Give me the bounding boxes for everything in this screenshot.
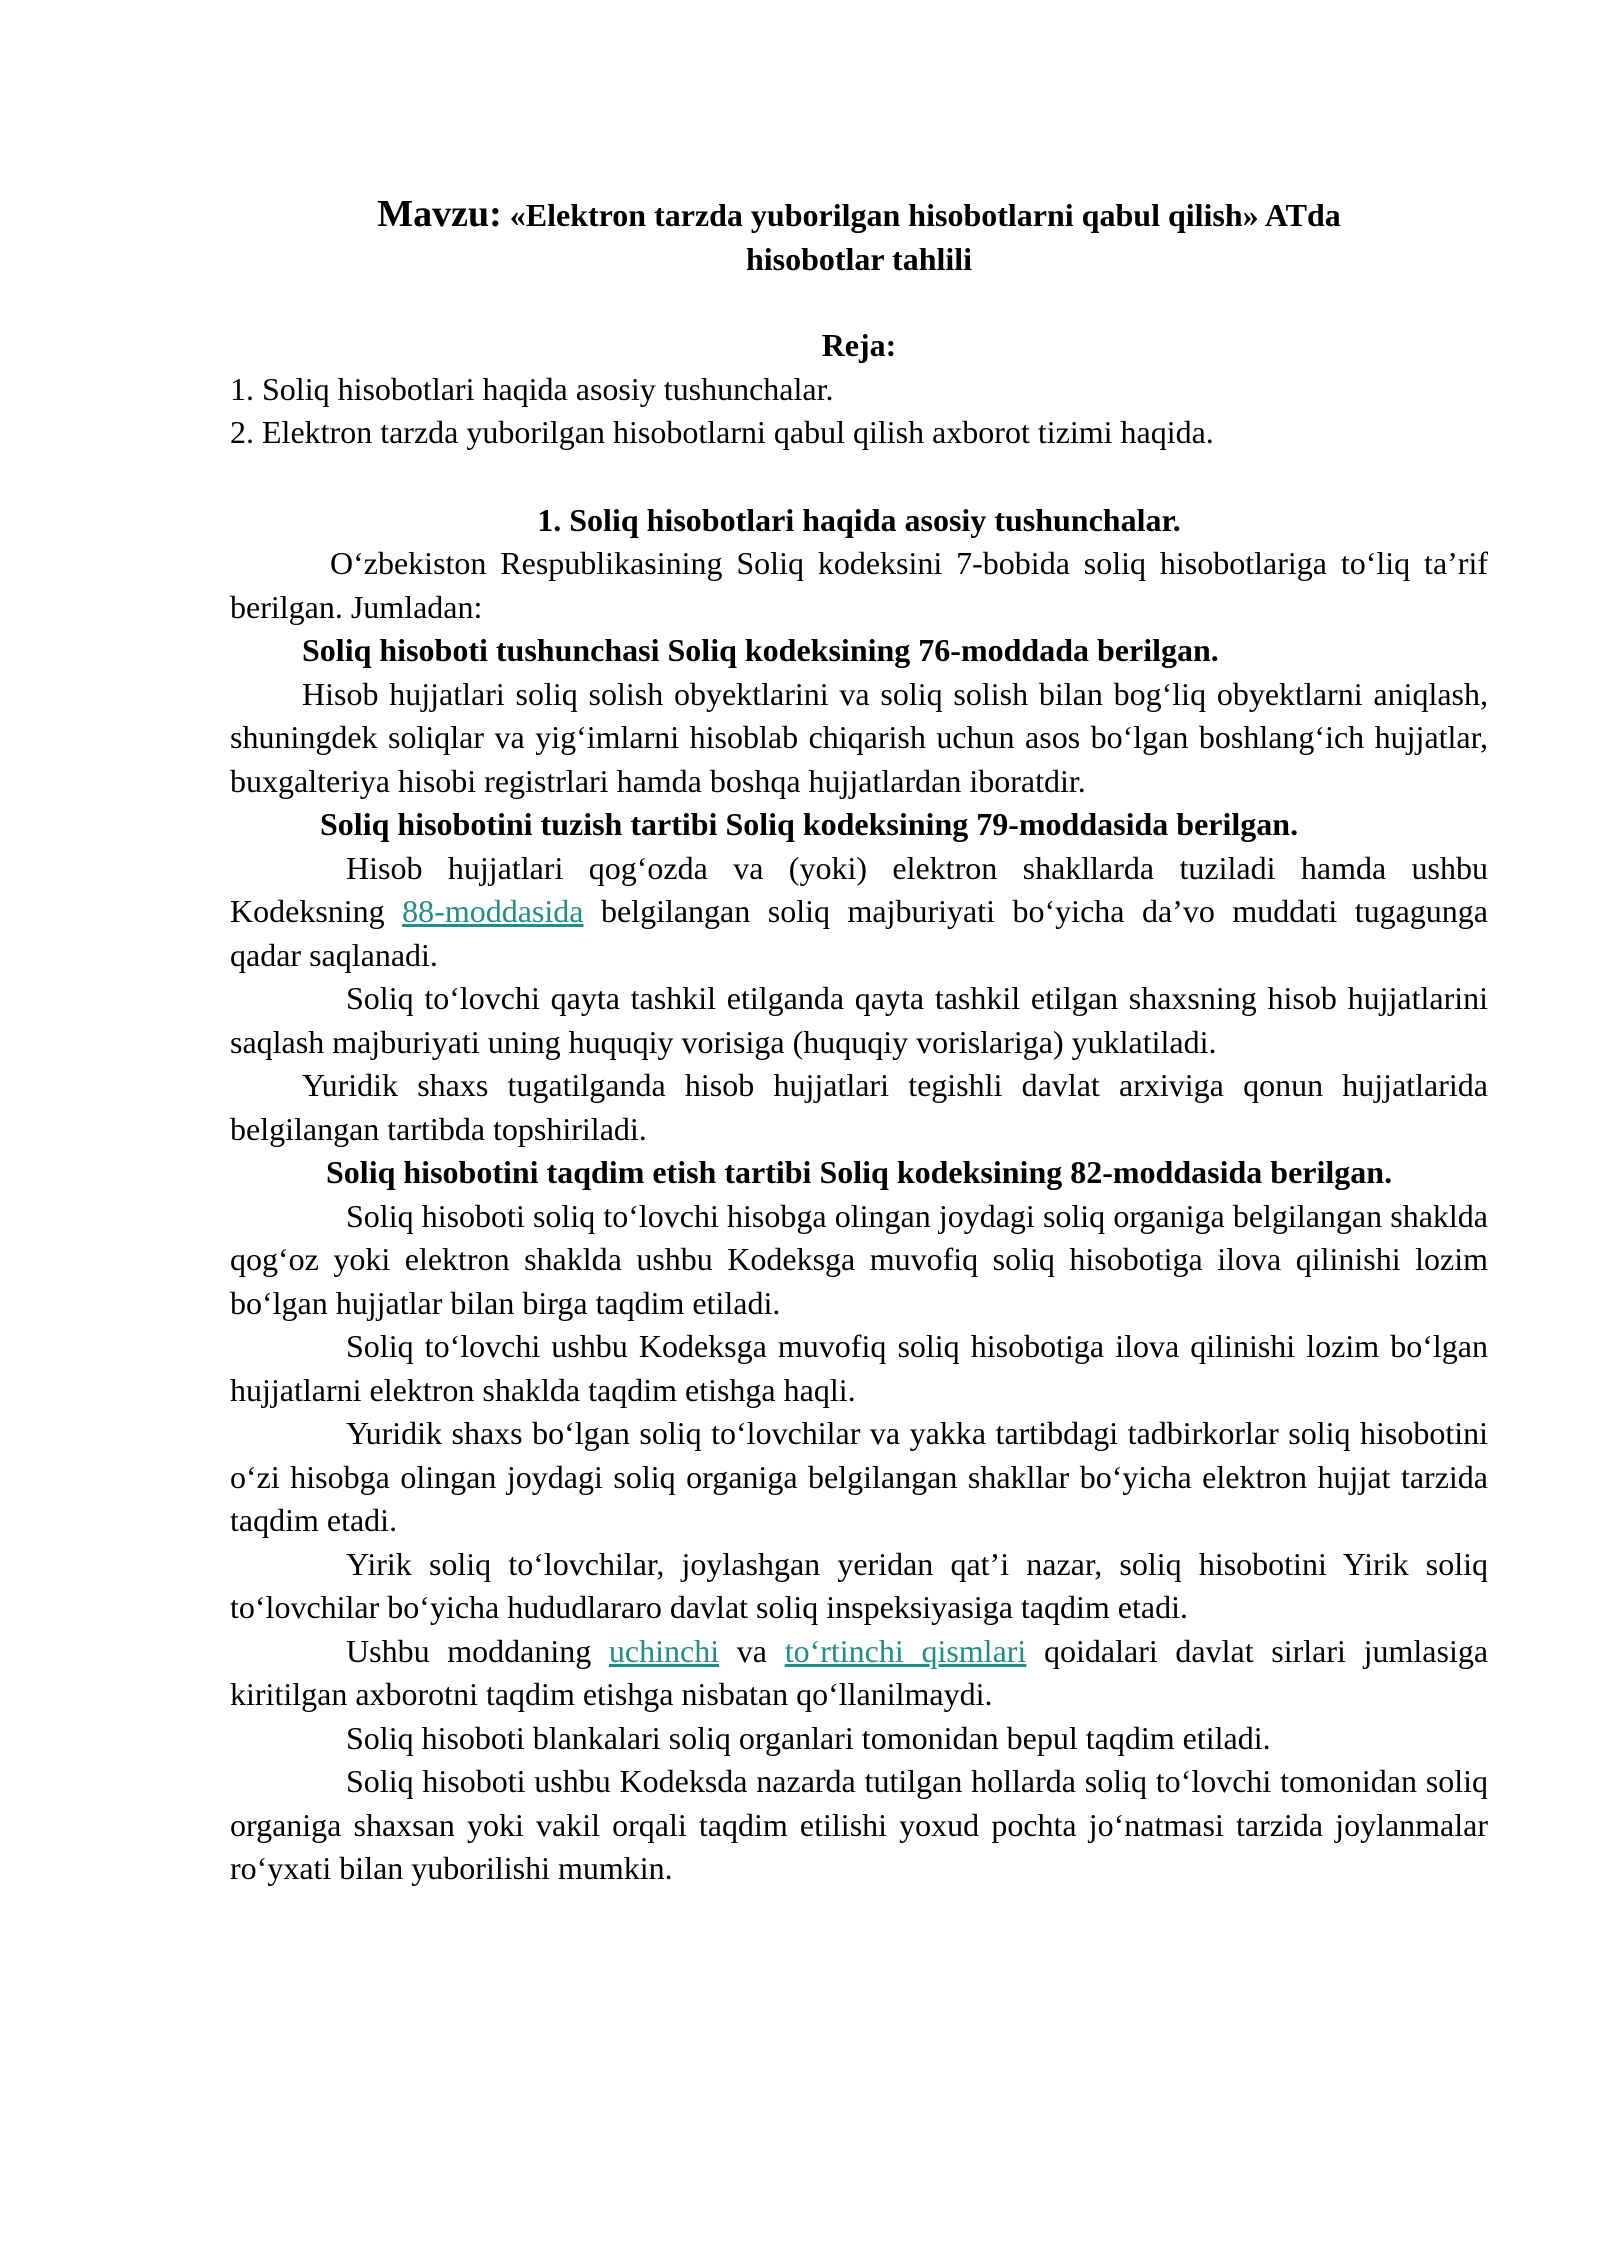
- plan-item: 1. Soliq hisobotlari haqida asosiy tushunchalar.: [230, 370, 834, 407]
- paragraph: [230, 847, 1488, 978]
- document-page: [230, 192, 1488, 1891]
- subheading: Soliq hisobotini tuzish tartibi Soliq kodeksining 79-moddasida berilgan.: [320, 806, 1299, 842]
- paragraph: Soliq hisoboti ushbu Kodeksda nazarda tutilgan hollarda soliq to‘lovchi tomonidan soliq organiga shaxsan yoki vakil orqali taqdim etilishi yoxud pochta jo‘natmasi tarzida joylanmalar ro‘yxati bilan yuborilishi mumkin.: [230, 1763, 1488, 1886]
- article-88-link[interactable]: 88-moddasida: [402, 893, 584, 929]
- subheading: Soliq hisoboti tushunchasi Soliq kodeksining 76-moddada berilgan.: [302, 632, 1219, 668]
- paragraph: Yuridik shaxs bo‘lgan soliq to‘lovchilar va yakka tartibdagi tadbirkorlar soliq hisobotini o‘zi hisobga olingan joydagi soliq organiga belgilangan shakllar bo‘yicha elektron hujjat tarzida taqdim etadi.: [230, 1415, 1488, 1538]
- section-heading: 1. Soliq hisobotlari haqida asosiy tushunchalar.: [537, 501, 1181, 538]
- text-span: Ushbu moddaning: [346, 1632, 609, 1669]
- paragraph: [230, 1630, 1488, 1717]
- part-three-link[interactable]: uchinchi: [608, 1632, 720, 1669]
- plan-list: [230, 368, 1488, 455]
- text-span: belgilangan soliq majburiyati bo‘yicha da’vo muddati tugagunga qadar saqlanadi.: [230, 893, 1489, 973]
- part-four-link[interactable]: to‘rtinchi qismlari: [784, 1632, 1027, 1669]
- paragraph: Hisob hujjatlari soliq solish obyektlarini va soliq solish bilan bog‘liq obyektlarni aniqlash, shuningdek soliqlar va yig‘imlarni hisoblab chiqarish uchun asos bo‘lgan boshlang‘ich hujjatlar, buxgalteriya hisobi registrlari hamda boshqa hujjatlardan iboratdir.: [230, 675, 1488, 799]
- paragraph: Soliq hisoboti soliq to‘lovchi hisobga olingan joydagi soliq organiga belgilangan shaklda qog‘oz yoki elektron shaklda ushbu Kodeksga muvofiq soliq hisobotiga ilova qilinishi lozim bo‘lgan hujjatlar bilan birga taqdim etiladi.: [230, 1197, 1488, 1321]
- title-line1: «Elektron tarzda yuborilgan hisobotlarni qabul qilish» ATda: [509, 197, 1341, 233]
- paragraph: Soliq to‘lovchi ushbu Kodeksga muvofiq soliq hisobotiga ilova qilinishi lozim bo‘lgan hujjatlarni elektron shaklda taqdim etishga haqli.: [230, 1328, 1488, 1408]
- paragraph: Yirik soliq to‘lovchilar, joylashgan yeridan qat’i nazar, soliq hisobotini Yirik soliq to‘lovchilar bo‘yicha hududlararo davlat soliq inspeksiyasiga taqdim etadi.: [230, 1545, 1488, 1625]
- text-span: qoidalari davlat sirlari jumlasiga kiritilgan axborotni taqdim etishga nisbatan qo‘llanilmaydi.: [230, 1632, 1489, 1712]
- text-span: Hisob hujjatlari qog‘ozda va (yoki) elektron shakllarda tuziladi hamda ushbu Kodeksning: [230, 849, 1488, 929]
- document-title: [250, 192, 1468, 281]
- subheading: Soliq hisobotini taqdim etish tartibi Soliq kodeksining 82-moddasida berilgan.: [326, 1154, 1393, 1190]
- paragraph: Soliq to‘lovchi qayta tashkil etilganda qayta tashkil etilgan shaxsning hisob hujjatlarini saqlash majburiyati uning huquqiy vorisiga (huquqiy vorislariga) yuklatiladi.: [230, 980, 1488, 1060]
- paragraph: O‘zbekiston Respublikasining Soliq kodeksini 7-bobida soliq hisobotlariga to‘liq ta’rif berilgan. Jumladan:: [230, 545, 1488, 625]
- paragraph: Yuridik shaxs tugatilganda hisob hujjatlari tegishli davlat arxiviga qonun hujjatlarida belgilangan tartibda topshiriladi.: [230, 1067, 1488, 1147]
- text-span: va: [719, 1632, 785, 1669]
- title-line2: hisobotlar tahlili: [745, 241, 973, 277]
- plan-item: 2. Elektron tarzda yuborilgan hisobotlarni qabul qilish axborot tizimi haqida.: [230, 414, 1214, 450]
- plan-heading: Reja:: [821, 327, 897, 363]
- title-lead: Mavzu:: [377, 193, 502, 235]
- paragraph: Soliq hisoboti blankalari soliq organlari tomonidan bepul taqdim etiladi.: [346, 1719, 1271, 1756]
